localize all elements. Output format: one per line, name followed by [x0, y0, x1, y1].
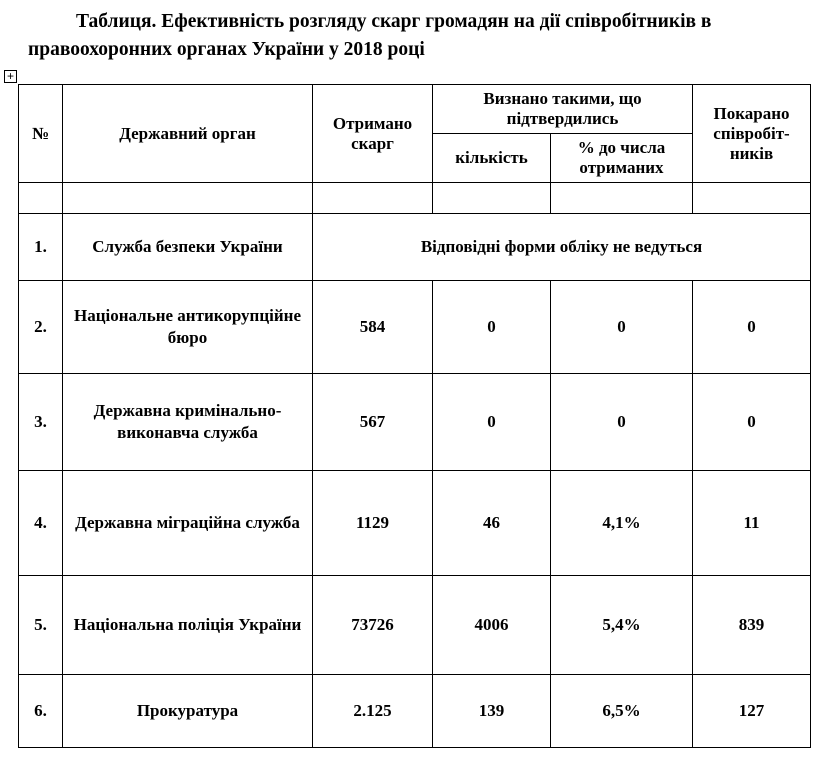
spacer-cell-organ [63, 183, 313, 214]
table-body [19, 183, 811, 748]
row-received: 73726 [313, 576, 433, 675]
row-organ: Національна поліція України [63, 576, 313, 675]
header-organ: Державний орган [63, 85, 313, 183]
row-number: 2. [19, 281, 63, 374]
row-confirmed-count: 139 [433, 675, 551, 748]
row-organ: Національне антикорупційне бюро [63, 281, 313, 374]
header-punished: Покарано співробіт-ників [693, 85, 811, 183]
row-organ: Державна кримінально-виконавча служба [63, 374, 313, 471]
table-row [19, 576, 811, 675]
row-confirmed-count: 0 [433, 374, 551, 471]
row-received: 2.125 [313, 675, 433, 748]
row-punished: 11 [693, 471, 811, 576]
header-confirmed-pct: % до числа отриманих [551, 134, 693, 183]
row-confirmed-count: 4006 [433, 576, 551, 675]
row-organ: Прокуратура [63, 675, 313, 748]
row-organ: Державна міграційна служба [63, 471, 313, 576]
spacer-cell-count [433, 183, 551, 214]
row-number: 1. [19, 214, 63, 281]
header-confirmed-group: Визнано такими, що підтвердились [433, 85, 693, 134]
row-received: 584 [313, 281, 433, 374]
table-row [19, 471, 811, 576]
header-number: № [19, 85, 63, 183]
header-received: Отримано скарг [313, 85, 433, 183]
row-number: 3. [19, 374, 63, 471]
spacer-cell-received [313, 183, 433, 214]
row-received: 1129 [313, 471, 433, 576]
row-confirmed-count: 0 [433, 281, 551, 374]
header-confirmed-count: кількість [433, 134, 551, 183]
row-punished: 0 [693, 281, 811, 374]
table-header-row-1 [19, 85, 811, 134]
row-confirmed-pct: 5,4% [551, 576, 693, 675]
row-confirmed-count: 46 [433, 471, 551, 576]
row-number: 4. [19, 471, 63, 576]
row-note: Відповідні форми обліку не ведуться [313, 214, 811, 281]
row-punished: 127 [693, 675, 811, 748]
row-confirmed-pct: 4,1% [551, 471, 693, 576]
row-organ: Служба безпеки України [63, 214, 313, 281]
row-punished: 0 [693, 374, 811, 471]
row-confirmed-pct: 0 [551, 281, 693, 374]
spacer-cell-num [19, 183, 63, 214]
complaints-table [18, 84, 811, 748]
spacer-cell-pct [551, 183, 693, 214]
table-row [19, 281, 811, 374]
row-received: 567 [313, 374, 433, 471]
row-number: 6. [19, 675, 63, 748]
table-move-handle-icon[interactable] [4, 70, 17, 83]
row-punished: 839 [693, 576, 811, 675]
table-row [19, 675, 811, 748]
table-row [19, 374, 811, 471]
table-spacer-row [19, 183, 811, 214]
table-header [19, 85, 811, 183]
page-title: Таблиця. Ефективність розгляду скарг громадян на дії співробітників в правоохоронних органах України у 2018 році [28, 11, 712, 61]
row-confirmed-pct: 0 [551, 374, 693, 471]
spacer-cell-punished [693, 183, 811, 214]
table-row [19, 214, 811, 281]
row-confirmed-pct: 6,5% [551, 675, 693, 748]
row-number: 5. [19, 576, 63, 675]
